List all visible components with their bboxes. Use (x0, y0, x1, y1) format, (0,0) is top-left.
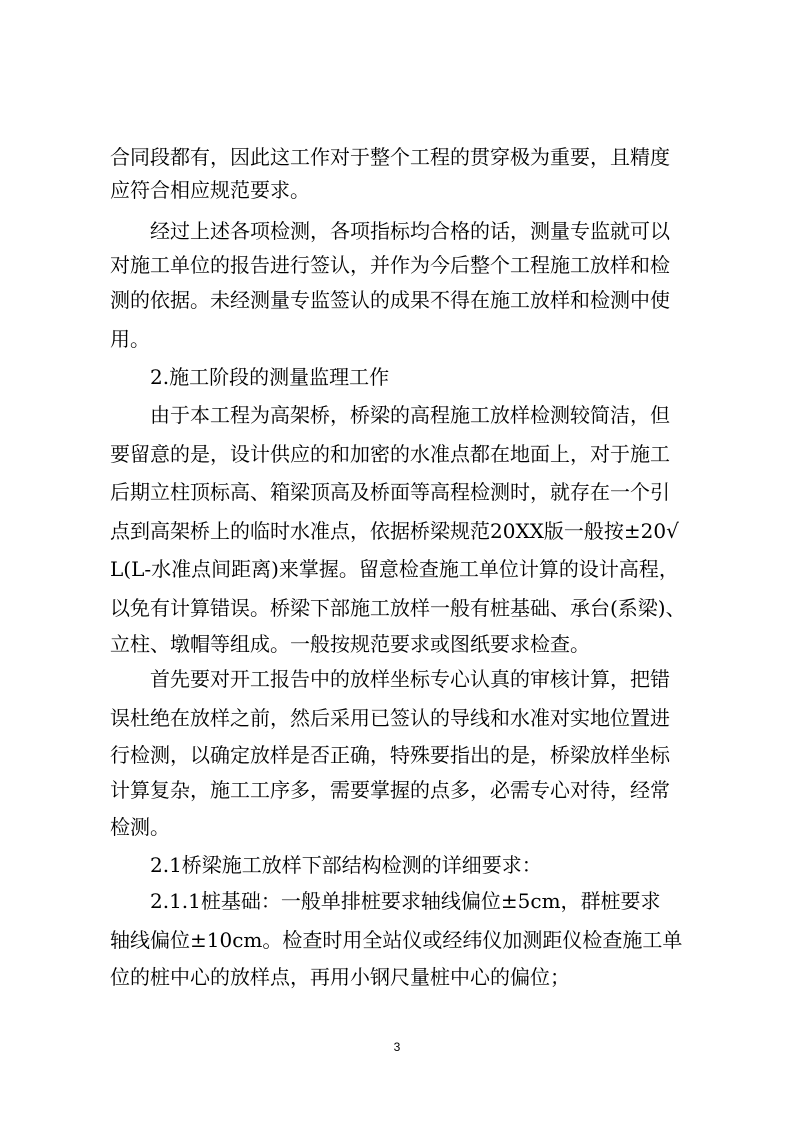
text-line: 由于本工程为高架桥，桥梁的高程施工放样检测较简洁，但 (150, 403, 670, 427)
text-line: 检测。 (110, 815, 170, 839)
text-line: 测的依据。未经测量专监签认的成果不得在施工放样和检测中使 (110, 288, 670, 312)
text-line: 行检测，以确定放样是否正确，特殊要指出的是，桥梁放样坐标 (110, 743, 670, 767)
text-line: 用。 (110, 327, 150, 351)
text-line: 立柱、墩帽等组成。一般按规范要求或图纸要求检查。 (110, 632, 590, 656)
text-line: 要留意的是，设计供应的和加密的水准点都在地面上，对于施工 (110, 442, 670, 466)
text-line: 位的桩中心的放样点，再用小钢尺量桩中心的偏位； (110, 965, 570, 989)
text-line: 计算复杂，施工工序多，需要掌握的点多，必需专心对待，经常 (110, 778, 670, 802)
text-line: 2.1.1桩基础：一般单排桩要求轴线偏位±5cm，群桩要求 (150, 889, 661, 913)
section-heading: 2.1桥梁施工放样下部结构检测的详细要求： (150, 853, 542, 877)
text-line: 点到高架桥上的临时水准点，依据桥梁规范20XX版一般按±20√ (110, 519, 679, 543)
text-line: 后期立柱顶标高、箱梁顶高及桥面等高程检测时，就存在一个引 (110, 480, 670, 504)
text-line: 以免有计算错误。桥梁下部施工放样一般有桩基础、承台(系梁)、 (110, 596, 686, 620)
text-line: 对施工单位的报告进行签认，并作为今后整个工程施工放样和检 (110, 253, 670, 277)
text-line: 误杜绝在放样之前，然后采用已签认的导线和水准对实地位置进 (110, 706, 670, 730)
text-line: 轴线偏位±10cm。检查时用全站仪或经纬仪加测距仪检查施工单 (110, 928, 683, 952)
text-line: 首先要对开工报告中的放样坐标专心认真的审核计算，把错 (150, 667, 670, 691)
section-heading: 2.施工阶段的测量监理工作 (150, 365, 390, 389)
text-line: L(L-水准点间距离)来掌握。留意检查施工单位计算的设计高程， (110, 557, 679, 581)
text-line: 应符合相应规范要求。 (110, 178, 310, 202)
text-line: 合同段都有，因此这工作对于整个工程的贯穿极为重要，且精度 (110, 145, 670, 169)
text-line: 经过上述各项检测，各项指标均合格的话，测量专监就可以 (150, 219, 670, 243)
page-number: 3 (393, 1040, 401, 1054)
